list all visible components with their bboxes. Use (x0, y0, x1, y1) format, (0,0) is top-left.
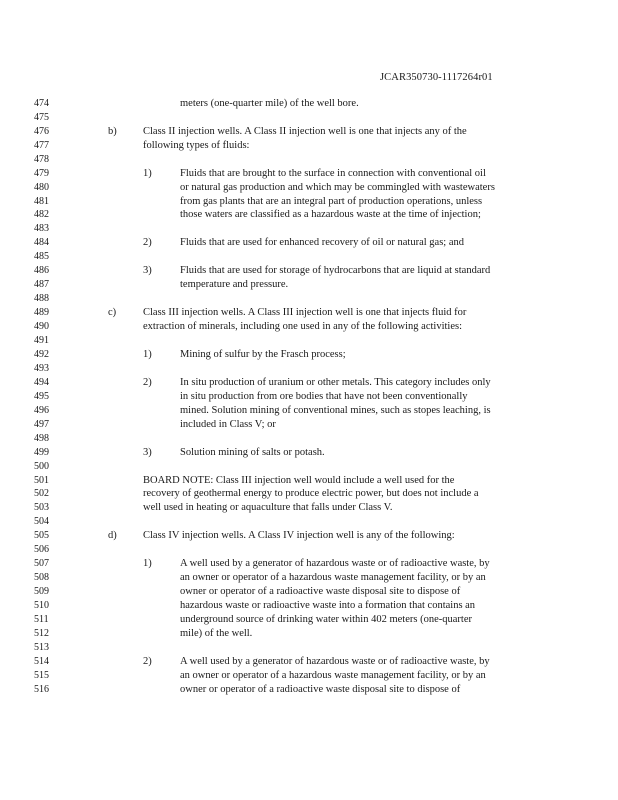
line-number: 476 (34, 126, 49, 137)
line-number: 502 (34, 488, 49, 499)
line-number: 512 (34, 628, 49, 639)
item-marker: 3) (143, 447, 152, 458)
text-line: A well used by a generator of hazardous waste or of radioactive waste, by (180, 656, 490, 667)
board-note-line: BOARD NOTE: Class III injection well would include a well used for the (143, 475, 455, 486)
section-marker: c) (108, 307, 117, 318)
line-number: 482 (34, 209, 49, 220)
text-line: in situ production from ore bodies that have not been conventionally (180, 391, 468, 402)
line-number: 514 (34, 656, 49, 667)
line-number: 491 (34, 335, 49, 346)
line-number: 504 (34, 516, 49, 527)
text-line: Class IV injection wells. A Class IV injection well is any of the following: (143, 530, 455, 541)
line-number: 481 (34, 196, 49, 207)
line-number: 487 (34, 279, 49, 290)
line-number: 492 (34, 349, 49, 360)
text-line: extraction of minerals, including one used in any of the following activities: (143, 321, 463, 332)
line-number: 507 (34, 558, 49, 569)
line-number: 515 (34, 670, 49, 681)
text-line: temperature and pressure. (180, 279, 289, 290)
text-line: Class III injection wells. A Class III injection well is one that injects fluid for (143, 307, 467, 318)
line-number: 484 (34, 237, 49, 248)
text-line: In situ production of uranium or other metals. This category includes only (180, 377, 491, 388)
line-number: 503 (34, 502, 49, 513)
item-marker: 2) (143, 656, 152, 667)
line-number: 499 (34, 447, 49, 458)
line-number: 480 (34, 182, 49, 193)
line-number: 501 (34, 475, 49, 486)
line-number: 510 (34, 600, 49, 611)
text-line: meters (one-quarter mile) of the well bore. (180, 98, 359, 109)
line-number: 490 (34, 321, 49, 332)
line-number: 477 (34, 140, 49, 151)
text-line: an owner or operator of a hazardous waste management facility, or by an (180, 670, 486, 681)
line-number: 513 (34, 642, 49, 653)
text-line: mile) of the well. (180, 628, 253, 639)
line-number: 511 (34, 614, 49, 625)
line-number: 508 (34, 572, 49, 583)
line-number: 478 (34, 154, 49, 165)
text-line: included in Class V; or (180, 419, 276, 430)
item-marker: 2) (143, 237, 152, 248)
text-line: mined. Solution mining of conventional mines, such as stopes leaching, is (180, 405, 491, 416)
board-note-line: well used in heating or aquaculture that falls under Class V. (143, 502, 393, 513)
line-number: 486 (34, 265, 49, 276)
item-marker: 2) (143, 377, 152, 388)
line-number: 479 (34, 168, 49, 179)
line-number: 475 (34, 112, 49, 123)
line-number: 498 (34, 433, 49, 444)
text-line: underground source of drinking water within 402 meters (one-quarter (180, 614, 472, 625)
text-line: Fluids that are used for storage of hydrocarbons that are liquid at standard (180, 265, 491, 276)
line-number: 496 (34, 405, 49, 416)
text-line: hazardous waste or radioactive waste into a formation that contains an (180, 600, 476, 611)
item-marker: 3) (143, 265, 152, 276)
text-line: from gas plants that are an integral part of production operations, unless (180, 196, 483, 207)
section-marker: d) (108, 530, 117, 541)
item-marker: 1) (143, 349, 152, 360)
line-number: 483 (34, 223, 49, 234)
text-line: an owner or operator of a hazardous waste management facility, or by an (180, 572, 486, 583)
text-line: those waters are classified as a hazardous waste at the time of injection; (180, 209, 481, 220)
line-number: 497 (34, 419, 49, 430)
board-note-line: recovery of geothermal energy to produce electric power, but does not include a (143, 488, 479, 499)
text-line: Solution mining of salts or potash. (180, 447, 325, 458)
line-number: 506 (34, 544, 49, 555)
text-line: or natural gas production and which may be commingled with wastewaters (180, 182, 495, 193)
line-number: 474 (34, 98, 49, 109)
line-number: 495 (34, 391, 49, 402)
text-line: Class II injection wells. A Class II injection well is one that injects any of the (143, 126, 467, 137)
line-number: 493 (34, 363, 49, 374)
line-number: 489 (34, 307, 49, 318)
line-number: 505 (34, 530, 49, 541)
line-number: 500 (34, 461, 49, 472)
item-marker: 1) (143, 168, 152, 179)
line-number: 494 (34, 377, 49, 388)
line-number: 516 (34, 684, 49, 695)
text-line: Mining of sulfur by the Frasch process; (180, 349, 346, 360)
line-number: 485 (34, 251, 49, 262)
text-line: owner or operator of a radioactive waste disposal site to dispose of (180, 684, 461, 695)
line-number: 488 (34, 293, 49, 304)
text-line: Fluids that are brought to the surface in connection with conventional oil (180, 168, 486, 179)
line-number: 509 (34, 586, 49, 597)
text-line: Fluids that are used for enhanced recovery of oil or natural gas; and (180, 237, 464, 248)
text-line: A well used by a generator of hazardous waste or of radioactive waste, by (180, 558, 490, 569)
text-line: following types of fluids: (143, 140, 250, 151)
document-header: JCAR350730-1117264r01 (380, 72, 493, 83)
item-marker: 1) (143, 558, 152, 569)
section-marker: b) (108, 126, 117, 137)
text-line: owner or operator of a radioactive waste disposal site to dispose of (180, 586, 461, 597)
